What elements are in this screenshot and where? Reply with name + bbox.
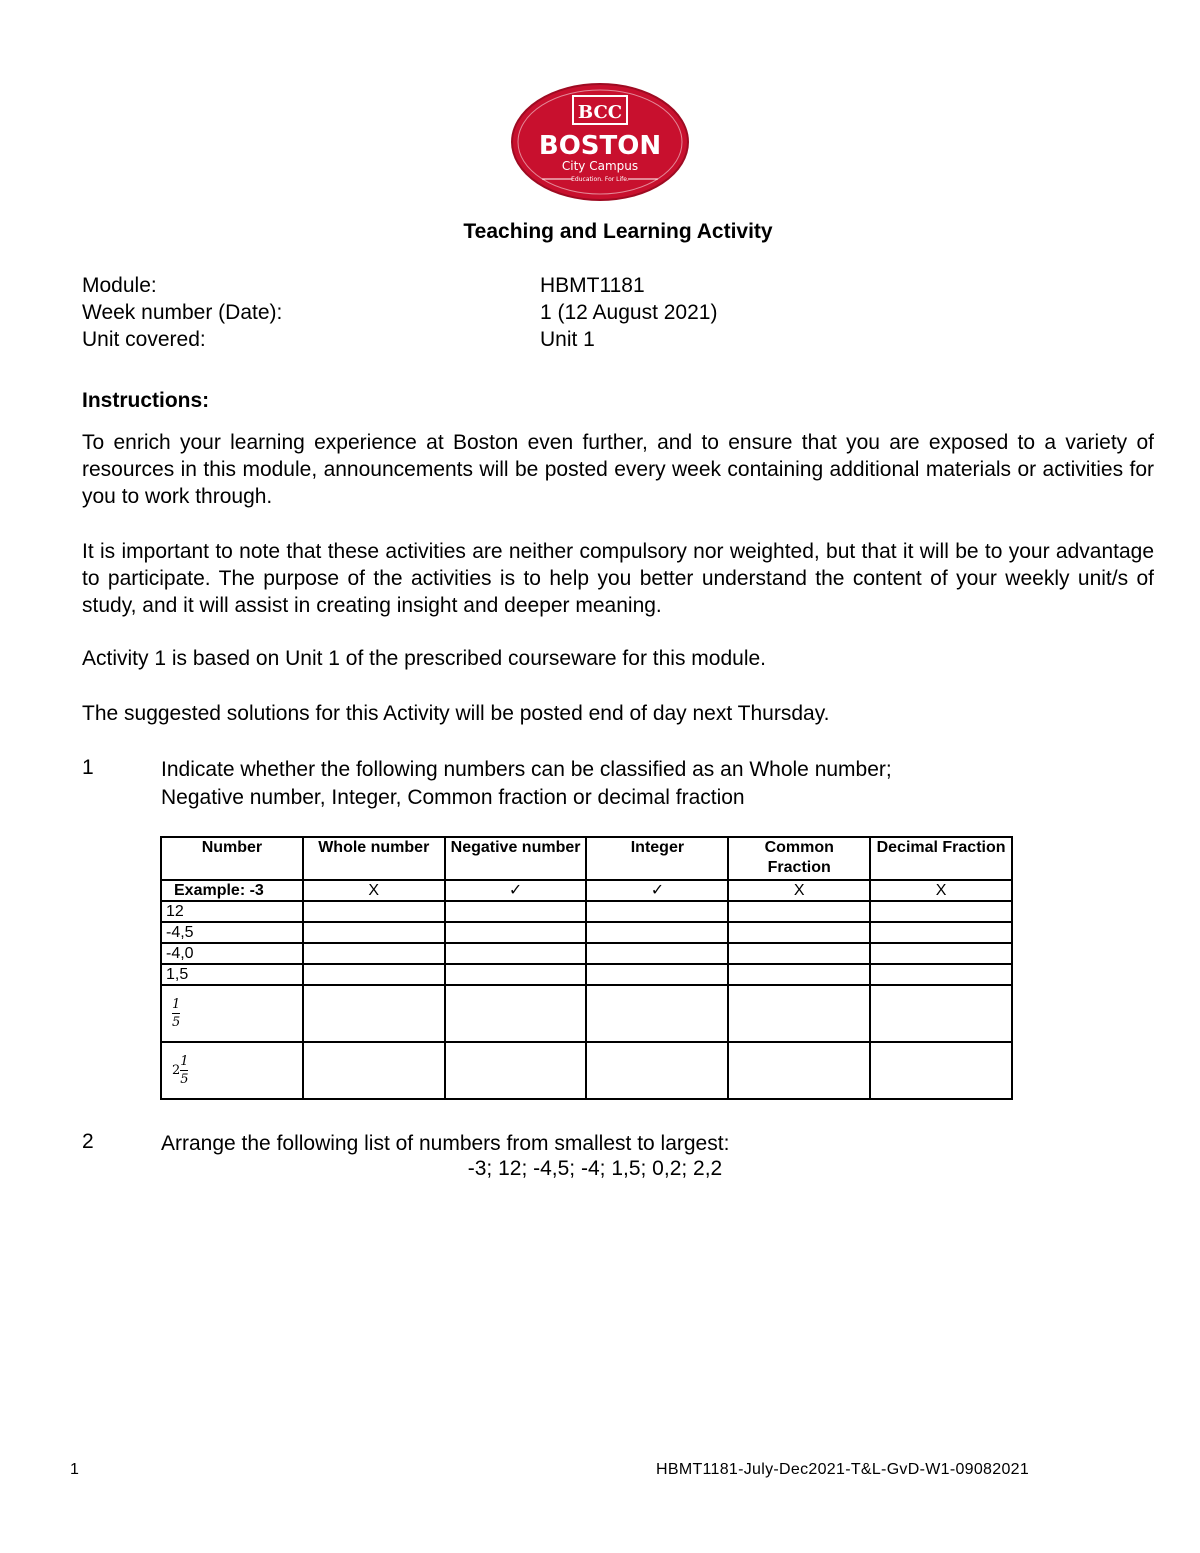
boston-logo-graphic <box>510 82 690 202</box>
header-whole-number: Whole number <box>303 837 445 880</box>
answer-cell[interactable] <box>445 985 587 1042</box>
answer-cell[interactable] <box>870 901 1012 922</box>
answer-cell[interactable] <box>303 985 445 1042</box>
unit-label: Unit covered: <box>82 328 206 351</box>
answer-cell[interactable] <box>445 922 587 943</box>
question-2-number: 2 <box>82 1130 94 1153</box>
table-row <box>161 985 1012 1042</box>
answer-cell[interactable] <box>728 943 870 964</box>
question-2-number-list: -3; 12; -4,5; -4; 1,5; 0,2; 2,2 <box>467 1157 723 1180</box>
footer-document-code: HBMT1181-July-Dec2021-T&L-GvD-W1-09082021 <box>656 1461 1030 1478</box>
fraction <box>180 1054 188 1087</box>
header-common-fraction: Common Fraction <box>728 837 870 880</box>
answer-cell[interactable] <box>303 922 445 943</box>
row-number: -4,0 <box>161 943 303 964</box>
answer-cell[interactable] <box>728 964 870 985</box>
table-row <box>161 943 1012 964</box>
row-mixed-fraction <box>161 1042 303 1099</box>
example-decimal: X <box>870 880 1012 901</box>
footer-page-number: 1 <box>70 1461 79 1478</box>
document-title: Teaching and Learning Activity <box>463 220 773 243</box>
example-number: Example: -3 <box>161 880 303 901</box>
question-1-number: 1 <box>82 756 94 779</box>
svg-text:Education. For Life.: Education. For Life. <box>571 176 629 183</box>
answer-cell[interactable] <box>870 1042 1012 1099</box>
fraction-denominator: 5 <box>180 1072 189 1087</box>
table-row <box>161 922 1012 943</box>
mixed-whole: 2 <box>172 1063 181 1078</box>
answer-cell[interactable] <box>870 985 1012 1042</box>
header-decimal-fraction: Decimal Fraction <box>870 837 1012 880</box>
header-integer: Integer <box>586 837 728 880</box>
example-integer-check-icon: ✓ <box>586 880 728 901</box>
answer-cell[interactable] <box>728 1042 870 1099</box>
paragraph-enrich: To enrich your learning experience at Boston even further, and to ensure that you are exposed to a variety of resources in this module, announcements will be posted every week containing additional materials or activities for you to work through. <box>82 431 1154 508</box>
svg-text:BOSTON: BOSTON <box>538 131 662 161</box>
answer-cell[interactable] <box>870 964 1012 985</box>
example-common: X <box>728 880 870 901</box>
answer-cell[interactable] <box>870 943 1012 964</box>
answer-cell[interactable] <box>303 901 445 922</box>
paragraph-activity-basis: Activity 1 is based on Unit 1 of the prescribed courseware for this module. <box>82 647 766 670</box>
week-label: Week number (Date): <box>82 301 283 324</box>
module-value: HBMT1181 <box>540 274 645 297</box>
answer-cell[interactable] <box>445 943 587 964</box>
unit-value: Unit 1 <box>540 328 595 351</box>
module-label: Module: <box>82 274 157 297</box>
table-header-row <box>161 837 1012 880</box>
boston-logo <box>510 82 690 202</box>
answer-cell[interactable] <box>728 922 870 943</box>
answer-cell[interactable] <box>445 901 587 922</box>
instructions-heading: Instructions: <box>82 389 210 412</box>
fraction-numerator: 1 <box>172 997 181 1012</box>
meta-values <box>540 272 717 353</box>
answer-cell[interactable] <box>445 964 587 985</box>
table-row <box>161 1042 1012 1099</box>
answer-cell[interactable] <box>586 985 728 1042</box>
fraction <box>172 997 180 1030</box>
fraction-numerator: 1 <box>180 1054 189 1069</box>
table-row-example <box>161 880 1012 901</box>
question-1-line-1: Indicate whether the following numbers can be classified as an Whole number; <box>161 758 892 781</box>
answer-cell[interactable] <box>586 922 728 943</box>
row-number: -4,5 <box>161 922 303 943</box>
example-negative-check-icon: ✓ <box>445 880 587 901</box>
table-row <box>161 901 1012 922</box>
answer-cell[interactable] <box>445 1042 587 1099</box>
answer-cell[interactable] <box>728 985 870 1042</box>
answer-cell[interactable] <box>870 922 1012 943</box>
row-fraction-one-fifth <box>161 985 303 1042</box>
header-number: Number <box>161 837 303 880</box>
answer-cell[interactable] <box>586 964 728 985</box>
answer-cell[interactable] <box>303 964 445 985</box>
table-row <box>161 964 1012 985</box>
header-negative-number: Negative number <box>445 837 587 880</box>
question-2-text: Arrange the following list of numbers from smallest to largest: <box>161 1132 730 1155</box>
svg-text:BCC: BCC <box>577 102 623 123</box>
row-number: 12 <box>161 901 303 922</box>
answer-cell[interactable] <box>586 901 728 922</box>
week-value: 1 (12 August 2021) <box>540 301 718 324</box>
answer-cell[interactable] <box>728 901 870 922</box>
paragraph-important: It is important to note that these activities are neither compulsory nor weighted, but that it will be to your advantage to participate. The purpose of the activities is to help you better understand the content of your weekly unit/s of study, and it will assist in creating insight and deeper meaning. <box>82 540 1154 617</box>
row-number: 1,5 <box>161 964 303 985</box>
question-1-text <box>161 756 1061 812</box>
classification-table <box>160 836 1013 1100</box>
meta-labels <box>82 272 282 353</box>
svg-text:City Campus: City Campus <box>561 159 639 173</box>
fraction-denominator: 5 <box>172 1015 181 1030</box>
paragraph-solutions: The suggested solutions for this Activity will be posted end of day next Thursday. <box>82 702 830 725</box>
answer-cell[interactable] <box>586 943 728 964</box>
answer-cell[interactable] <box>586 1042 728 1099</box>
example-whole: X <box>303 880 445 901</box>
answer-cell[interactable] <box>303 943 445 964</box>
question-1-line-2: Negative number, Integer, Common fraction or decimal fraction <box>161 786 745 809</box>
answer-cell[interactable] <box>303 1042 445 1099</box>
